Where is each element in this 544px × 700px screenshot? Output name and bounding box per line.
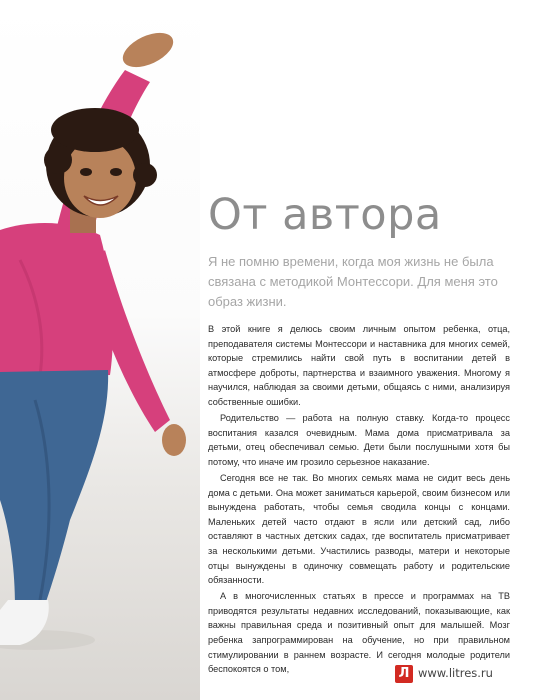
- page-title: От автора: [208, 190, 442, 240]
- lead-paragraph: Я не помню времени, когда моя жизнь не была связана с методикой Монтессори. Для меня это образ жизни.: [208, 254, 498, 309]
- paragraph: В этой книге я делюсь своим личным опытом ребенка, отца, преподавателя системы Монтессори и наставника для многих семей, которые стремились найти свой путь в воспитании детей в атмосфере доброты, партнерства и взаимного уважения. Многому я научился, наблюдая за своими детьми, общаясь с ними, анализируя собственные ошибки.: [208, 324, 510, 407]
- paragraph: Сегодня все не так. Во многих семьях мама не сидит весь день дома с детьми. Она может заниматься карьерой, своим бизнесом или вынуждена работать, чтобы семья сводила концы с концами. Маленьких детей часто отдают в ясли или детский сад, либо оставляют в частных детских садах, где воспитатель присматривает за несколькими детьми. Участились разводы, матери и некоторые отцы вынуждены в одиночку совмещать работу и родительские обязанности.: [208, 472, 510, 586]
- paragraph: Родительство — работа на полную ставку. Когда-то процесс воспитания казался очевидным. Мама дома присматривала за детьми, отец обеспечивал семью. Дети были послушными хотя бы потому, что иначе им грозило серьезное наказание.: [208, 413, 510, 467]
- source-link[interactable]: www.litres.ru: [418, 666, 493, 680]
- child-illustration: [0, 0, 200, 700]
- litres-logo-icon: Л: [395, 665, 413, 683]
- child-photo: [0, 0, 200, 700]
- paragraph: А в многочисленных статьях в прессе и программах на ТВ приводятся результаты недавних исследований, показывающие, как важны правильная среда и позитивный опыт для малышей. Мозг ребенка запрограммирован на обучение, но при правильном стимулировании в раннем возрасте. И сегодня молодые родители беспокоятся о том,: [208, 591, 510, 675]
- body-text: [208, 322, 510, 678]
